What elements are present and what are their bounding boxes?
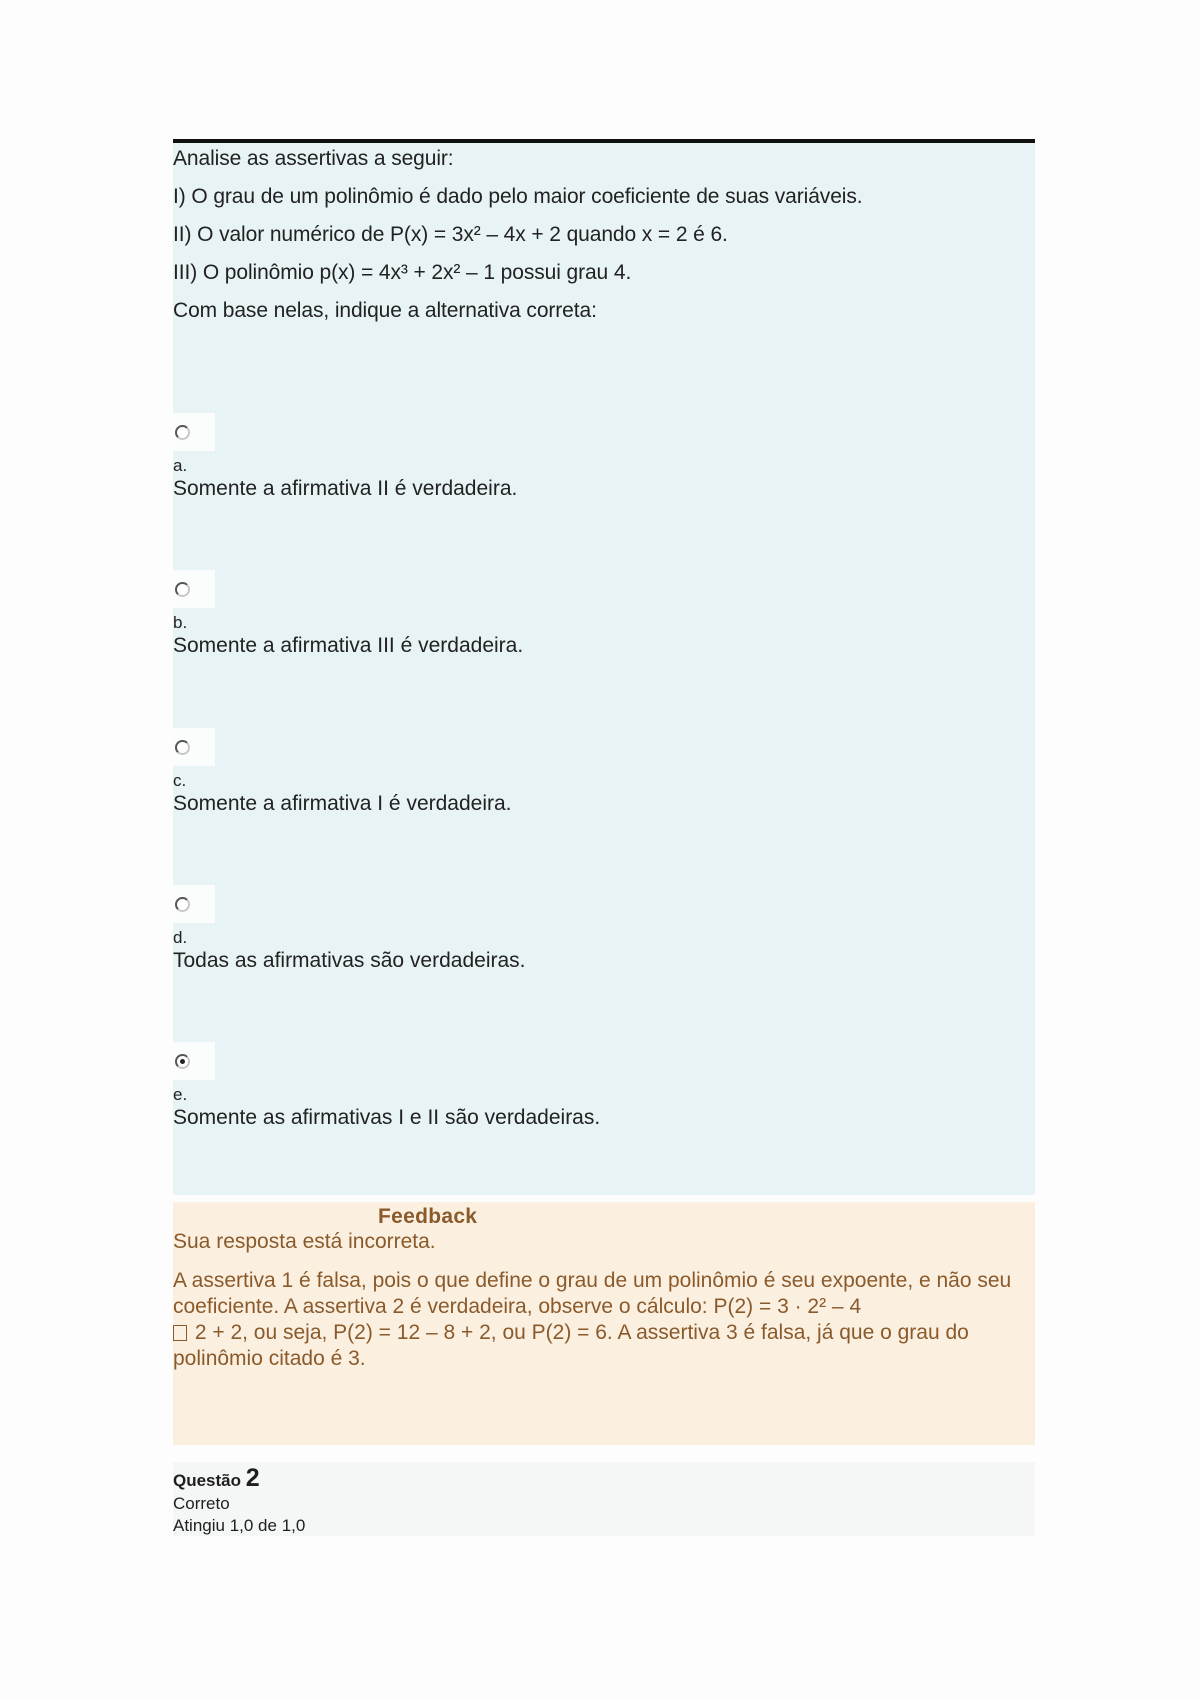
radio-container[interactable] xyxy=(173,728,215,766)
option-d[interactable] xyxy=(173,885,526,973)
option-b[interactable] xyxy=(173,570,523,658)
radio-button-b[interactable] xyxy=(175,582,190,597)
question-instruction: Com base nelas, indique a alternativa correta: xyxy=(173,299,597,322)
radio-button-c[interactable] xyxy=(175,740,190,755)
statement-3: III) O polinômio p(x) = 4x³ + 2x² – 1 possui grau 4. xyxy=(173,261,632,284)
option-letter: e. xyxy=(173,1085,188,1104)
radio-button-a[interactable] xyxy=(175,425,190,440)
feedback-title: Feedback xyxy=(378,1205,478,1228)
option-letter: b. xyxy=(173,613,188,632)
radio-container[interactable] xyxy=(173,885,215,923)
option-c[interactable] xyxy=(173,728,512,816)
question-2-grade: Atingiu 1,0 de 1,0 xyxy=(173,1516,306,1535)
option-letter: a. xyxy=(173,456,188,475)
option-text: Todas as afirmativas são verdadeiras. xyxy=(173,949,526,972)
feedback-explanation xyxy=(173,1268,1035,1372)
option-text: Somente a afirmativa II é verdadeira. xyxy=(173,477,518,500)
feedback-status: Sua resposta está incorreta. xyxy=(173,1230,436,1253)
question-box xyxy=(173,143,1035,1195)
radio-button-e-selected[interactable] xyxy=(175,1054,190,1069)
option-letter: c. xyxy=(173,771,187,790)
option-letter: d. xyxy=(173,928,188,947)
option-text: Somente a afirmativa I é verdadeira. xyxy=(173,792,512,815)
missing-glyph-icon xyxy=(173,1325,187,1341)
statement-1: I) O grau de um polinômio é dado pelo maior coeficiente de suas variáveis. xyxy=(173,185,863,208)
option-text: Somente as afirmativas I e II são verdadeiras. xyxy=(173,1106,601,1129)
question-2-status: Correto xyxy=(173,1494,230,1513)
question-2-heading xyxy=(173,1466,1035,1493)
option-a[interactable] xyxy=(173,413,517,501)
option-text: Somente a afirmativa III é verdadeira. xyxy=(173,634,524,657)
question-label: Questão xyxy=(173,1471,242,1490)
statement-2: II) O valor numérico de P(x) = 3x² – 4x + 2 quando x = 2 é 6. xyxy=(173,223,728,246)
question-intro: Analise as assertivas a seguir: xyxy=(173,147,454,170)
feedback-text-part1: A assertiva 1 é falsa, pois o que define o grau de um polinômio é seu expoente, e não seu coeficiente. A assertiva 2 é verdadeira, observe o cálculo: P(2) = 3 · 2² – 4 xyxy=(173,1269,1012,1318)
radio-container[interactable] xyxy=(173,570,215,608)
question-2-info xyxy=(173,1462,1035,1536)
option-e[interactable] xyxy=(173,1042,600,1130)
radio-button-d[interactable] xyxy=(175,897,190,912)
quiz-page xyxy=(173,139,1035,1536)
radio-container[interactable] xyxy=(173,1042,215,1080)
feedback-text-part2: 2 + 2, ou seja, P(2) = 12 – 8 + 2, ou P(2) = 6. A assertiva 3 é falsa, já que o grau do polinômio citado é 3. xyxy=(173,1321,969,1370)
question-prompt xyxy=(173,143,1035,323)
feedback-box xyxy=(173,1202,1035,1445)
radio-container[interactable] xyxy=(173,413,215,451)
question-number: 2 xyxy=(245,1464,260,1492)
